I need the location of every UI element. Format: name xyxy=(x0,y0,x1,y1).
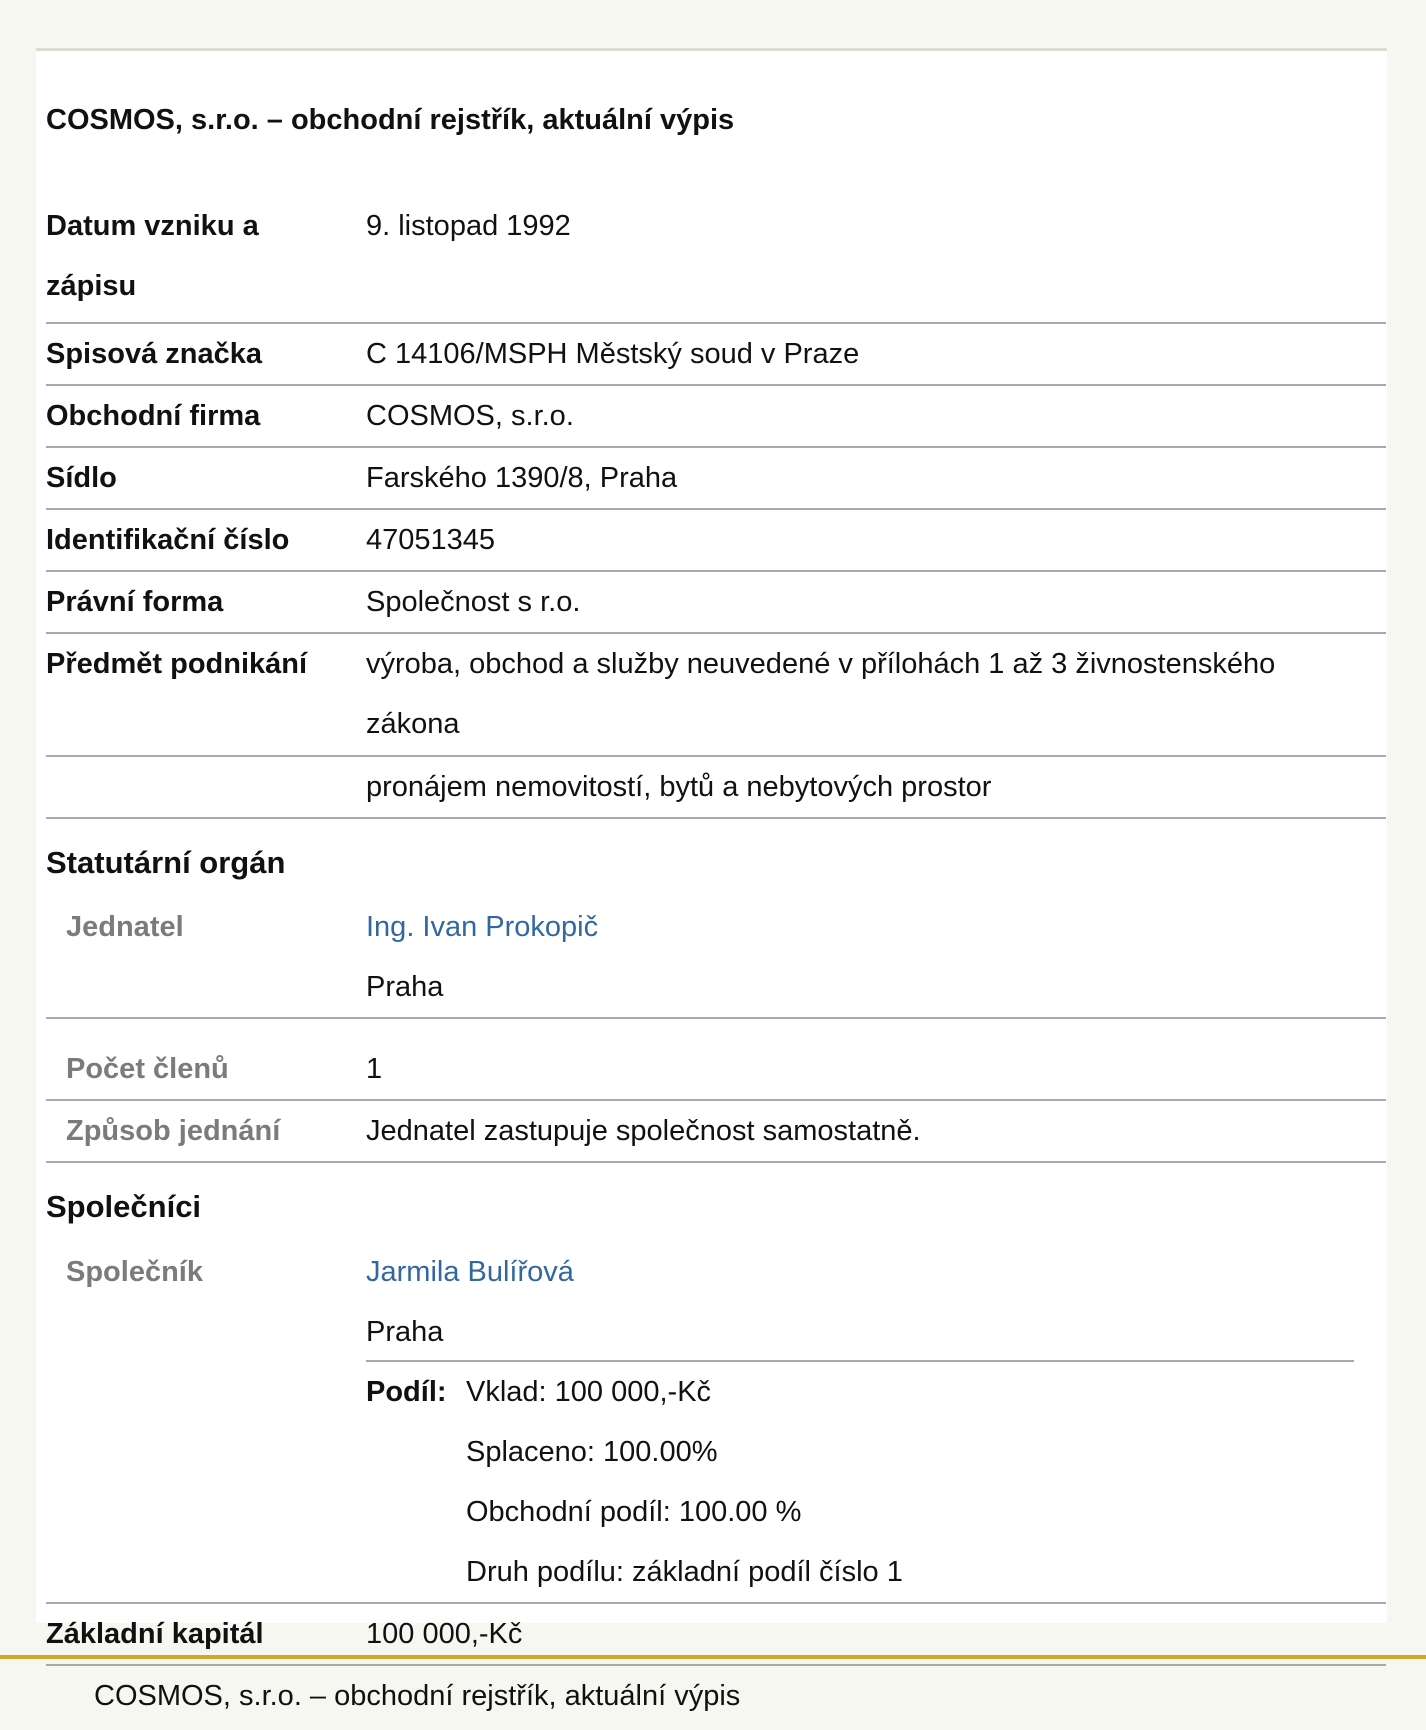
row-label: Obchodní firma xyxy=(46,400,261,432)
page-title: COSMOS, s.r.o. – obchodní rejstřík, aktuální výpis xyxy=(46,104,735,136)
row-pravni-forma xyxy=(46,572,1386,634)
row-label: Počet členů xyxy=(66,1053,229,1085)
row-label: Způsob jednání xyxy=(66,1115,281,1147)
row-value: COSMOS, s.r.o. xyxy=(366,400,574,432)
row-value xyxy=(366,897,598,957)
row-label: Identifikační číslo xyxy=(46,524,290,556)
podil-line-splaceno: Splaceno: 100.00% xyxy=(466,1436,718,1468)
row-sidlo xyxy=(46,448,1386,510)
row-spolecnik xyxy=(46,1242,1386,1604)
person-city: Praha xyxy=(366,971,444,1003)
row-value: Farského 1390/8, Praha xyxy=(366,462,678,494)
podil-line-obchodni-podil: Obchodní podíl: 100.00 % xyxy=(466,1496,802,1528)
row-value: Společnost s r.o. xyxy=(366,586,581,618)
row-value: 100 000,-Kč xyxy=(366,1618,523,1650)
row-label: Základní kapitál xyxy=(46,1618,264,1650)
person-link-jednatel[interactable]: Ing. Ivan Prokopič xyxy=(366,911,599,943)
row-datum-vzniku xyxy=(46,196,1386,324)
section-heading-statutarni: Statutární orgán xyxy=(46,845,286,880)
podil-line-druh-podilu: Druh podílu: základní podíl číslo 1 xyxy=(466,1556,903,1588)
row-label: Sídlo xyxy=(46,462,117,494)
row-label: Datum vzniku a zápisu xyxy=(46,210,259,302)
row-label: Společník xyxy=(66,1256,203,1288)
row-value: 1 xyxy=(366,1053,383,1085)
podil-label: Podíl: xyxy=(366,1376,447,1408)
row-value: C 14106/MSPH Městský soud v Praze xyxy=(366,338,860,370)
podil-line-vklad: Vklad: 100 000,-Kč xyxy=(466,1376,712,1408)
row-jednatel xyxy=(46,897,1386,1019)
row-value: pronájem nemovitostí, bytů a nebytových prostor xyxy=(366,771,992,803)
row-spisova-znacka xyxy=(46,324,1386,386)
row-value: výroba, obchod a služby neuvedené v přílohách 1 až 3 živnostenského zákona xyxy=(366,648,1276,740)
row-label: Jednatel xyxy=(66,911,184,943)
row-value: 9. listopad 1992 xyxy=(366,210,571,242)
row-value xyxy=(366,1242,574,1302)
row-predmet-podnikani-2 xyxy=(46,757,1386,819)
footer-title: COSMOS, s.r.o. – obchodní rejstřík, aktuální výpis xyxy=(94,1680,741,1712)
row-predmet-podnikani xyxy=(46,634,1386,757)
row-identifikacni-cislo xyxy=(46,510,1386,572)
registry-card xyxy=(36,48,1387,1650)
footer-divider xyxy=(0,1655,1426,1659)
row-label: Spisová značka xyxy=(46,338,262,370)
row-label: Předmět podnikání xyxy=(46,648,308,680)
row-label: Právní forma xyxy=(46,586,224,618)
person-city: Praha xyxy=(366,1316,444,1348)
row-obchodni-firma xyxy=(46,386,1386,448)
row-pocet-clenu xyxy=(46,1039,1386,1101)
section-heading-spolecnici: Společníci xyxy=(46,1189,202,1224)
row-value: Jednatel zastupuje společnost samostatně. xyxy=(366,1115,921,1147)
person-link-spolecnik[interactable]: Jarmila Bulířová xyxy=(366,1256,574,1288)
row-value: 47051345 xyxy=(366,524,496,556)
row-zpusob-jednani xyxy=(46,1101,1386,1163)
